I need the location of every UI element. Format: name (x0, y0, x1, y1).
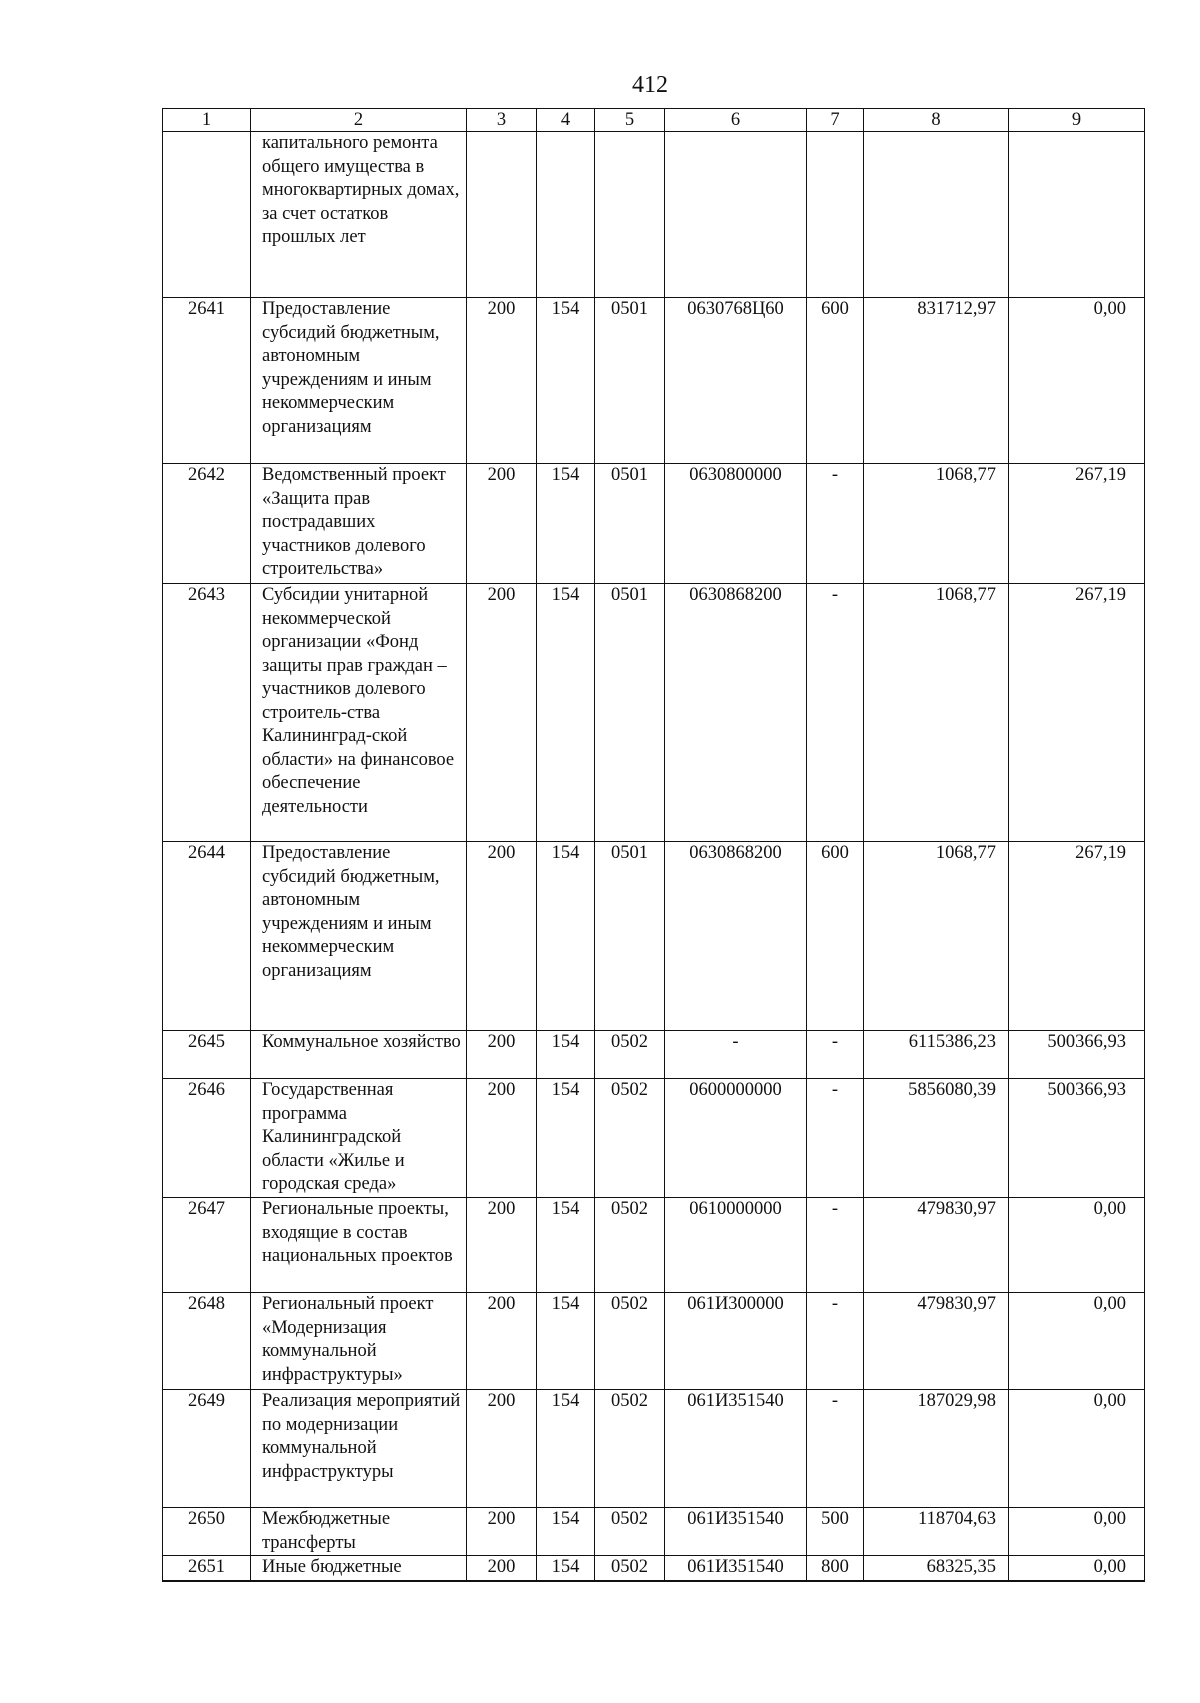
cell-col3: 200 (467, 842, 537, 1031)
cell-col3: 200 (467, 1508, 537, 1556)
cell-col5: 0501 (595, 842, 665, 1031)
cell-col5: 0502 (595, 1198, 665, 1293)
cell-col4: 154 (537, 1293, 595, 1390)
cell-col7: - (807, 1293, 864, 1390)
cell-col4: 154 (537, 298, 595, 464)
cell-col7: 800 (807, 1556, 864, 1581)
cell-col6: 061И351540 (665, 1508, 807, 1556)
cell-col5: 0501 (595, 298, 665, 464)
cell-col3: 200 (467, 464, 537, 584)
cell-col5: 0501 (595, 464, 665, 584)
cell-col9: 0,00 (1009, 1198, 1145, 1293)
row-name: Иные бюджетные (251, 1556, 467, 1581)
cell-col4: 154 (537, 1556, 595, 1581)
column-header-9: 9 (1009, 109, 1145, 132)
cell-col7: 500 (807, 1508, 864, 1556)
table-row (163, 584, 1145, 842)
cell-col7: - (807, 1390, 864, 1508)
cell-col9: 0,00 (1009, 1293, 1145, 1390)
row-name: Коммунальное хозяйство (251, 1031, 467, 1079)
cell-col8: 1068,77 (864, 464, 1009, 584)
row-name: капитального ремонта общего имущества в многоквартирных домах, за счет остатков прошлых лет (251, 132, 467, 298)
cell-col4: 154 (537, 1031, 595, 1079)
cell-col5: 0502 (595, 1508, 665, 1556)
cell-col9: 0,00 (1009, 1390, 1145, 1508)
cell-col8: 118704,63 (864, 1508, 1009, 1556)
cell-col3: 200 (467, 1031, 537, 1079)
cell-col7 (807, 132, 864, 298)
cell-col4: 154 (537, 1390, 595, 1508)
row-name: Ведомственный проект «Защита прав пострадавших участников долевого строительства» (251, 464, 467, 584)
column-header-4: 4 (537, 109, 595, 132)
cell-col5 (595, 132, 665, 298)
cell-col5: 0502 (595, 1390, 665, 1508)
cell-col7: - (807, 584, 864, 842)
column-header-2: 2 (251, 109, 467, 132)
cell-col8: 1068,77 (864, 842, 1009, 1031)
cell-col4: 154 (537, 584, 595, 842)
cell-col6: 061И351540 (665, 1390, 807, 1508)
cell-col7: - (807, 1031, 864, 1079)
row-number: 2649 (163, 1390, 251, 1508)
cell-col6: 0630800000 (665, 464, 807, 584)
table-row (163, 842, 1145, 1031)
table-row (163, 1031, 1145, 1079)
row-number: 2647 (163, 1198, 251, 1293)
cell-col3: 200 (467, 298, 537, 464)
cell-col4 (537, 132, 595, 298)
cell-col7: - (807, 464, 864, 584)
cell-col8: 479830,97 (864, 1198, 1009, 1293)
table-row (163, 1390, 1145, 1508)
row-name: Межбюджетные трансферты (251, 1508, 467, 1556)
cell-col7: - (807, 1198, 864, 1293)
row-name: Региональные проекты, входящие в состав национальных проектов (251, 1198, 467, 1293)
cell-col9: 267,19 (1009, 464, 1145, 584)
cell-col6: 0610000000 (665, 1198, 807, 1293)
cell-col4: 154 (537, 1079, 595, 1198)
cell-col5: 0501 (595, 584, 665, 842)
cell-col7: 600 (807, 842, 864, 1031)
cell-col3 (467, 132, 537, 298)
cell-col4: 154 (537, 1198, 595, 1293)
row-number: 2651 (163, 1556, 251, 1581)
cell-col9: 0,00 (1009, 1556, 1145, 1581)
cell-col9: 500366,93 (1009, 1079, 1145, 1198)
row-name: Реализация мероприятий по модернизации коммунальной инфраструктуры (251, 1390, 467, 1508)
table-row (163, 1198, 1145, 1293)
row-name: Субсидии унитарной некоммерческой организации «Фонд защиты прав граждан – участников долевого строитель-ства Калининград-ской области» на финансовое обеспечение деятельности (251, 584, 467, 842)
row-number (163, 132, 251, 298)
row-name: Региональный проект «Модернизация коммунальной инфраструктуры» (251, 1293, 467, 1390)
cell-col9: 500366,93 (1009, 1031, 1145, 1079)
row-number: 2645 (163, 1031, 251, 1079)
cell-col9: 0,00 (1009, 298, 1145, 464)
cell-col3: 200 (467, 1293, 537, 1390)
cell-col8 (864, 132, 1009, 298)
cell-col9: 0,00 (1009, 1508, 1145, 1556)
cell-col6 (665, 132, 807, 298)
cell-col8: 6115386,23 (864, 1031, 1009, 1079)
column-header-1: 1 (163, 109, 251, 132)
row-number: 2641 (163, 298, 251, 464)
row-number: 2643 (163, 584, 251, 842)
cell-col9 (1009, 132, 1145, 298)
cell-col6: 0630868200 (665, 584, 807, 842)
row-number: 2642 (163, 464, 251, 584)
cell-col7: 600 (807, 298, 864, 464)
budget-table (162, 108, 1145, 1582)
cell-col6: 061И351540 (665, 1556, 807, 1581)
cell-col6: 0630768Ц60 (665, 298, 807, 464)
cell-col3: 200 (467, 1390, 537, 1508)
row-name: Государственная программа Калининградской области «Жилье и городская среда» (251, 1079, 467, 1198)
cell-col3: 200 (467, 584, 537, 842)
cell-col4: 154 (537, 464, 595, 584)
cell-col8: 831712,97 (864, 298, 1009, 464)
table-row (163, 1556, 1145, 1581)
cell-col3: 200 (467, 1198, 537, 1293)
cell-col7: - (807, 1079, 864, 1198)
row-number: 2650 (163, 1508, 251, 1556)
table-row (163, 132, 1145, 298)
column-header-8: 8 (864, 109, 1009, 132)
page-number: 412 (632, 72, 668, 98)
column-header-5: 5 (595, 109, 665, 132)
cell-col6: 0600000000 (665, 1079, 807, 1198)
table-row (163, 1293, 1145, 1390)
header-row (163, 109, 1145, 132)
table-row (163, 1079, 1145, 1198)
table-row (163, 298, 1145, 464)
cell-col6: 0630868200 (665, 842, 807, 1031)
cell-col4: 154 (537, 842, 595, 1031)
cell-col8: 187029,98 (864, 1390, 1009, 1508)
row-name: Предоставление субсидий бюджетным, автономным учреждениям и иным некоммерческим организациям (251, 842, 467, 1031)
cell-col5: 0502 (595, 1031, 665, 1079)
cell-col3: 200 (467, 1556, 537, 1581)
table-row (163, 1508, 1145, 1556)
cell-col5: 0502 (595, 1556, 665, 1581)
cell-col3: 200 (467, 1079, 537, 1198)
column-header-3: 3 (467, 109, 537, 132)
table-row (163, 464, 1145, 584)
cell-col8: 68325,35 (864, 1556, 1009, 1581)
column-header-7: 7 (807, 109, 864, 132)
cell-col8: 1068,77 (864, 584, 1009, 842)
cell-col6: - (665, 1031, 807, 1079)
row-name: Предоставление субсидий бюджетным, автономным учреждениям и иным некоммерческим организациям (251, 298, 467, 464)
cell-col8: 479830,97 (864, 1293, 1009, 1390)
row-number: 2646 (163, 1079, 251, 1198)
cell-col5: 0502 (595, 1293, 665, 1390)
cell-col6: 061И300000 (665, 1293, 807, 1390)
cell-col8: 5856080,39 (864, 1079, 1009, 1198)
row-number: 2644 (163, 842, 251, 1031)
cell-col5: 0502 (595, 1079, 665, 1198)
column-header-6: 6 (665, 109, 807, 132)
cell-col4: 154 (537, 1508, 595, 1556)
cell-col9: 267,19 (1009, 842, 1145, 1031)
row-number: 2648 (163, 1293, 251, 1390)
cell-col9: 267,19 (1009, 584, 1145, 842)
